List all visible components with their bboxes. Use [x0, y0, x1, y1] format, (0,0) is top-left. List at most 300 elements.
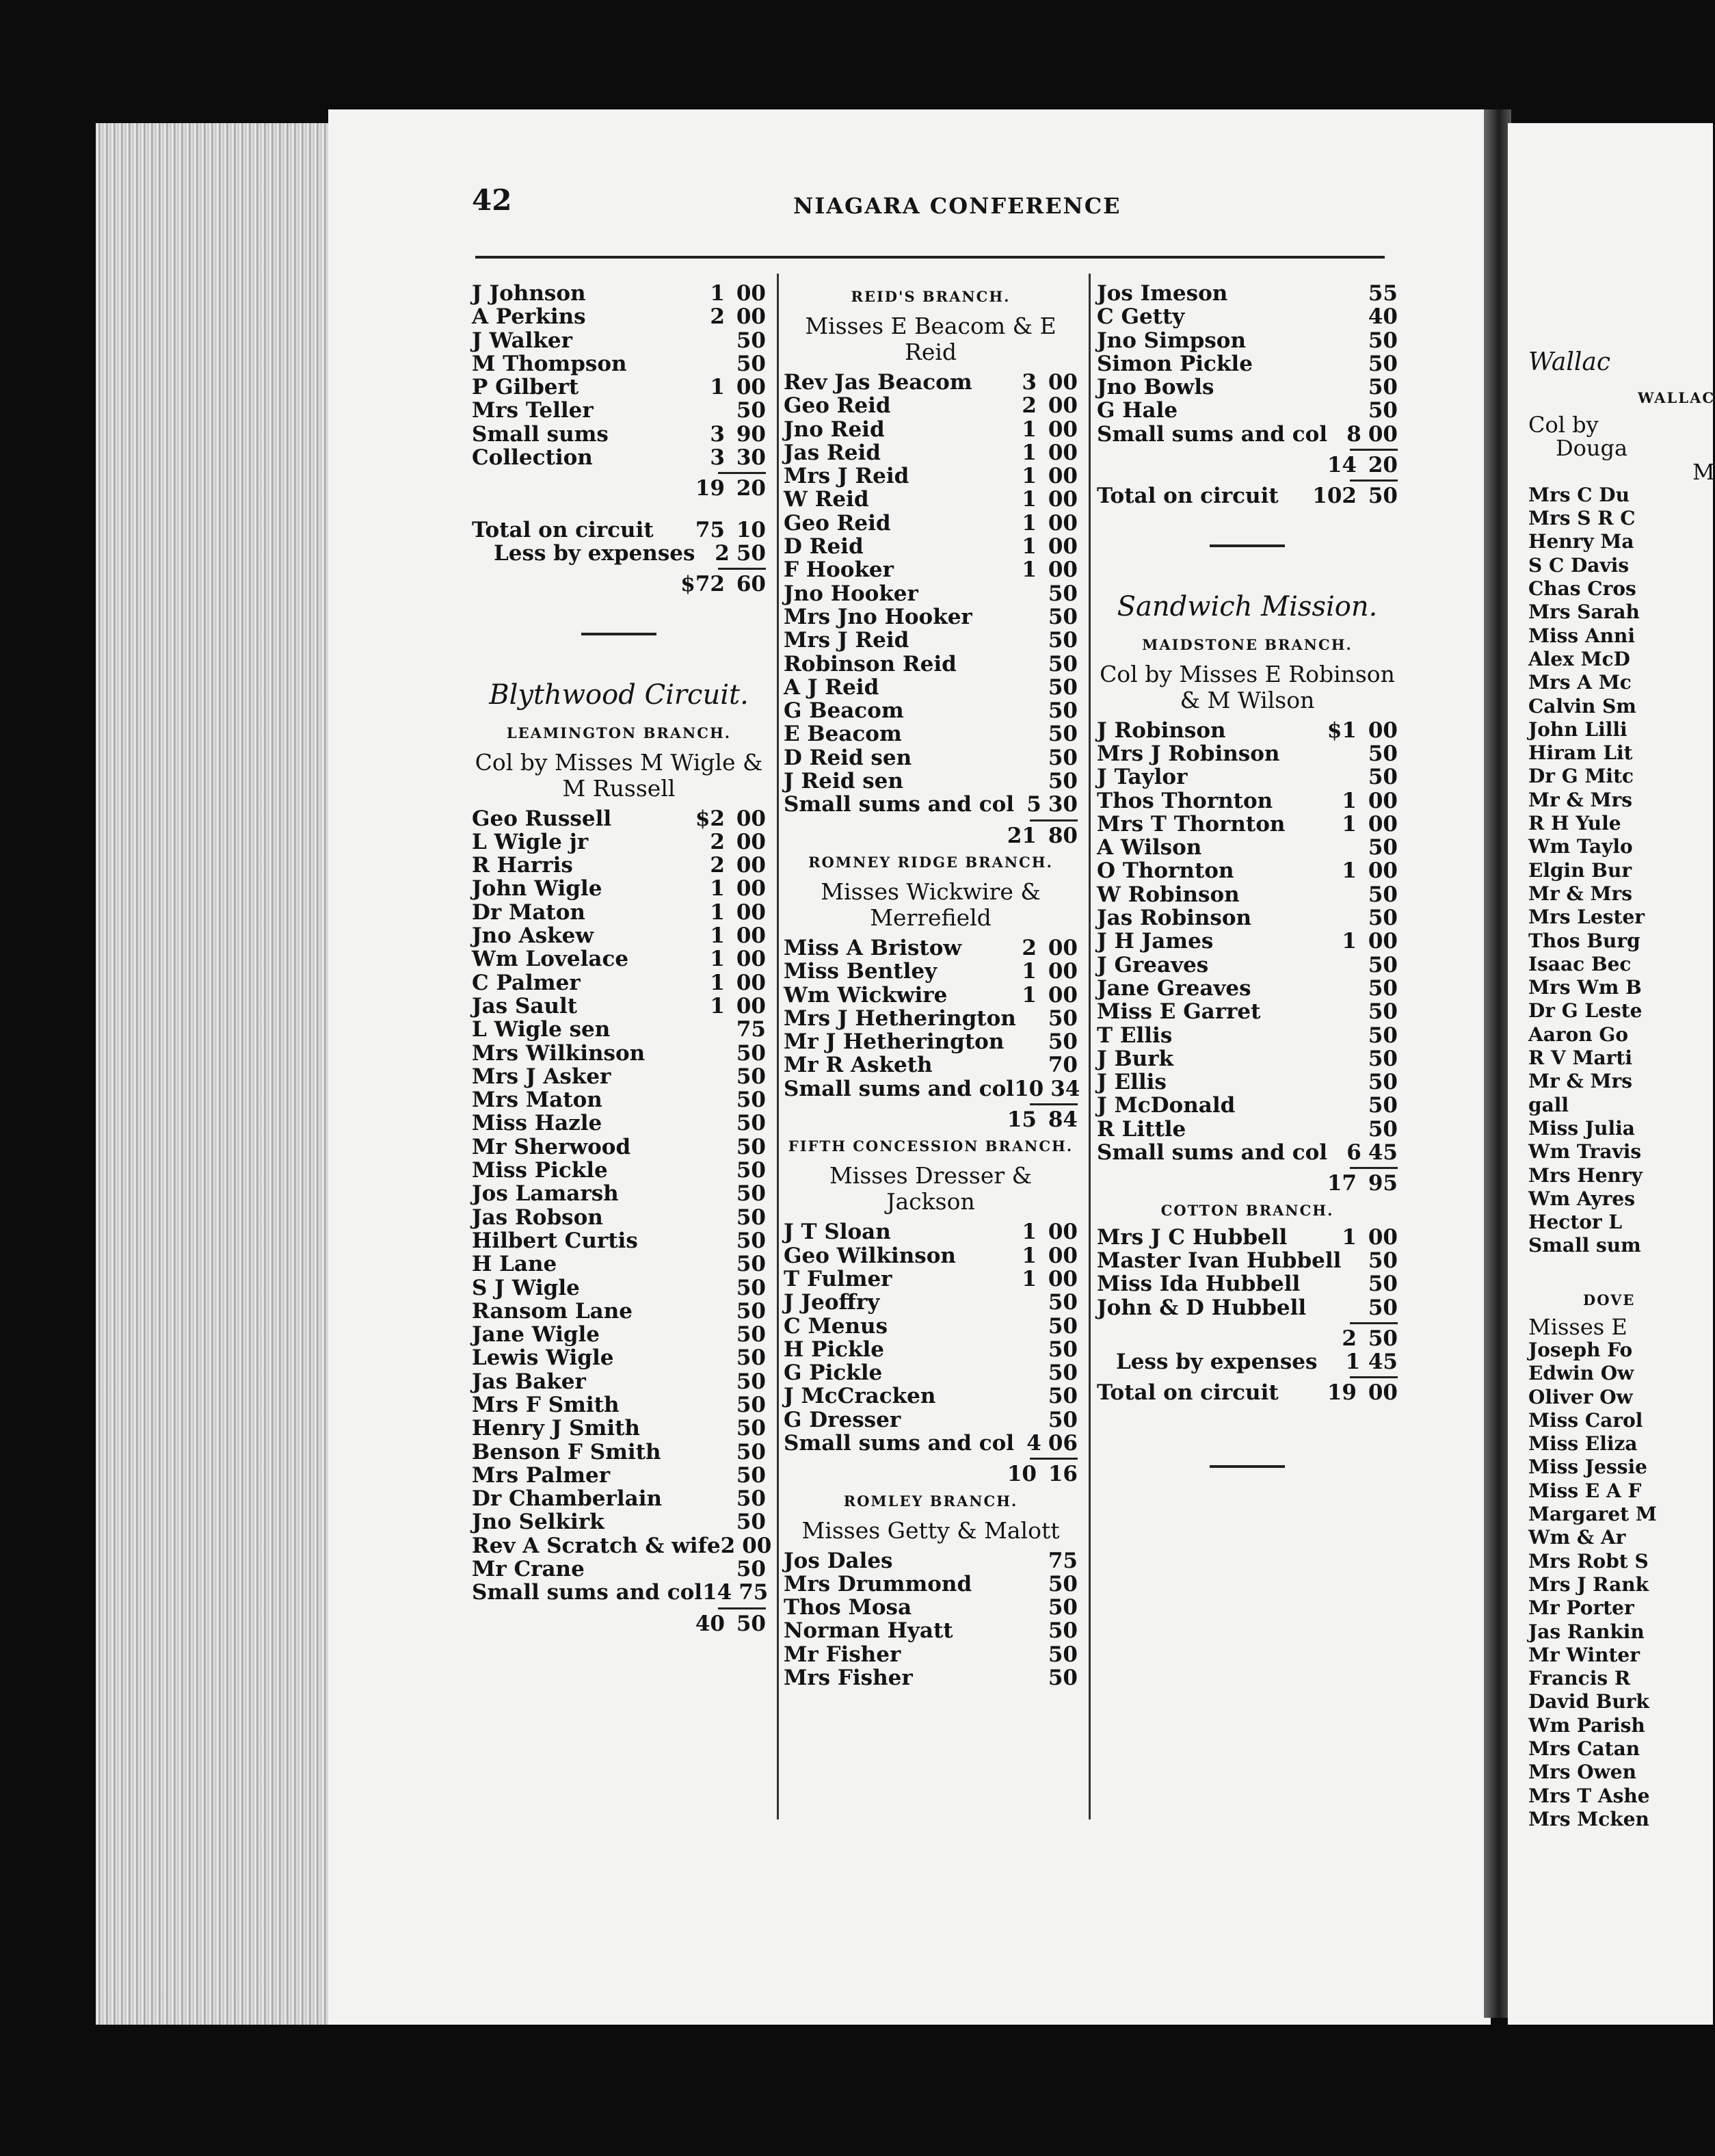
donor-name: C Getty: [1097, 304, 1185, 330]
ledger-row: [784, 558, 1078, 581]
amount-cents: 50: [1048, 769, 1078, 794]
right-ledger-row: Miss Julia: [1528, 1116, 1635, 1140]
column-rule-2: [1089, 274, 1091, 1819]
amount-dollars: [677, 1135, 725, 1159]
donor-name: J Walker: [472, 328, 572, 353]
amount-cents: 50: [1048, 1642, 1078, 1667]
page-edges: [96, 123, 335, 2025]
ledger-row: [472, 305, 766, 328]
amount-cents: 50: [1048, 1666, 1078, 1691]
ledger-row: [472, 1510, 766, 1534]
right-ledger-row: Henry Ma: [1528, 530, 1634, 553]
amount-cents: 00: [736, 304, 766, 330]
amount-dollars: 1: [1022, 1266, 1037, 1291]
amount-cents: 00: [1048, 1220, 1078, 1245]
amount-cents: 50: [1368, 765, 1398, 790]
amount-dollars: [677, 1206, 725, 1229]
amount-cents: 30: [736, 445, 766, 471]
ledger-row: [472, 1276, 766, 1300]
right-ledger-row: Mr & Mrs: [1528, 882, 1633, 905]
donor-name: Small sums: [472, 421, 609, 447]
right-ledger-row: Thos Burg: [1528, 929, 1640, 952]
ledger-row: [1097, 742, 1398, 765]
donor-name: Small sums and col: [472, 1580, 703, 1605]
right-ledger-row: Wm Taylo: [1528, 835, 1633, 858]
donor-name: J Robinson: [1097, 718, 1226, 743]
ledger-row: [472, 1135, 766, 1159]
ledger-row: [1097, 719, 1398, 742]
amount-dollars: [677, 1112, 725, 1135]
amount-dollars: [677, 1042, 725, 1065]
amount-dollars: [677, 1300, 725, 1323]
amount-cents: 55: [1368, 281, 1398, 306]
branch-title: REID'S BRANCH.: [851, 288, 1011, 305]
branch-total: 15 84: [1007, 1107, 1078, 1133]
amount-dollars: [989, 653, 1037, 676]
donor-name: Mr J Hetherington: [784, 1029, 1005, 1055]
ledger-row: [784, 394, 1078, 417]
amount-dollars: [677, 352, 725, 376]
ledger-row: [472, 423, 766, 446]
amount-cents: 00: [736, 375, 766, 400]
ledger-row: [472, 1229, 766, 1252]
amount-cents: 50: [736, 398, 766, 423]
donor-name: Geo Reid: [784, 393, 891, 419]
donor-name: Geo Russell: [472, 806, 612, 831]
donor-name: Miss E Garret: [1097, 999, 1261, 1025]
amount-dollars: 1: [1022, 510, 1037, 536]
right-ledger: [1528, 484, 1713, 1258]
amount-dollars: 1: [1022, 557, 1037, 583]
amount-cents: 50: [736, 1040, 766, 1066]
amount-cents: 75: [736, 1017, 766, 1042]
amount-cents: 50: [1048, 1029, 1078, 1055]
amount-cents: 00: [1048, 510, 1078, 536]
amount-dollars: [989, 1291, 1037, 1314]
amount-cents: 50: [1048, 1337, 1078, 1362]
donor-name: Thos Thornton: [1097, 788, 1273, 813]
amount-dollars: [677, 1065, 725, 1088]
ledger-row: [472, 1206, 766, 1229]
amount-cents: 50: [1368, 952, 1398, 977]
amount-dollars: 6: [1346, 1140, 1361, 1166]
collectors-line: Misses E Beacom & E Reid: [805, 313, 1056, 365]
amount-dollars: [989, 722, 1037, 746]
donor-name: W Reid: [784, 487, 869, 512]
ledger-row: [1097, 1249, 1398, 1272]
amount-cents: 00: [736, 281, 766, 306]
amount-cents: 00: [736, 899, 766, 925]
amount-dollars: [1309, 1118, 1357, 1141]
ledger-row: [784, 1007, 1078, 1030]
ledger-row: [472, 399, 766, 422]
right-ledger-row: Miss Eliza: [1528, 1432, 1638, 1456]
ledger-row: [472, 807, 766, 830]
amount-cents: 50: [1048, 651, 1078, 676]
ledger-row: [784, 1643, 1078, 1666]
amount-cents: 50: [1048, 1571, 1078, 1596]
collectors-line: Col by Misses M Wigle & M Russell: [475, 748, 763, 802]
collectors-line: Misses Wickwire & Merrefield: [821, 878, 1041, 931]
ledger-row: [784, 1053, 1078, 1077]
donor-name: Small sums and col: [1097, 421, 1328, 447]
amount-cents: 50: [1368, 882, 1398, 907]
donor-name: Jas Baker: [472, 1369, 586, 1394]
ledger-top: [472, 282, 766, 469]
right-ledger-row: Mrs T Ashe: [1528, 1784, 1650, 1807]
ledger-row: [784, 984, 1078, 1007]
donor-name: Ransom Lane: [472, 1298, 633, 1324]
running-title: NIAGARA CONFERENCE: [793, 193, 1121, 219]
ledger-row: [1097, 305, 1398, 328]
ledger-row: [1097, 376, 1398, 399]
branch-total: 17 95: [1327, 1171, 1398, 1196]
ledger-row: [1097, 1272, 1398, 1296]
ledger-row: [784, 418, 1078, 441]
donor-name: Miss Hazle: [472, 1111, 602, 1136]
ledger-row: [472, 1088, 766, 1112]
right-ledger-row: R V Marti: [1528, 1047, 1632, 1070]
amount-dollars: [1309, 836, 1357, 859]
donor-name: Mr Sherwood: [472, 1134, 631, 1159]
amount-dollars: $2: [695, 806, 725, 831]
amount-dollars: 1: [1022, 440, 1037, 465]
amount-cents: 00: [1048, 935, 1078, 960]
branch-title: ROMNEY RIDGE BRANCH.: [808, 853, 1053, 871]
book-gutter: [1484, 109, 1511, 2018]
ledger-row: [784, 699, 1078, 722]
donor-name: Mrs Teller: [472, 398, 594, 423]
donor-name: H Pickle: [784, 1337, 885, 1362]
amount-dollars: [677, 1018, 725, 1041]
ledger-row: [1097, 1094, 1398, 1117]
amount-cents: 00: [1368, 811, 1398, 837]
right-ledger-row: Miss Carol: [1528, 1408, 1643, 1432]
ledger-row: [472, 1018, 766, 1041]
amount-cents: 50: [736, 1322, 766, 1348]
amount-cents: 50: [736, 1369, 766, 1394]
donor-name: L Wigle jr: [472, 829, 589, 854]
donor-name: Jos Imeson: [1097, 281, 1228, 306]
ledger-romley: [784, 1549, 1078, 1690]
right-ledger-row: Wm Parish: [1528, 1713, 1645, 1737]
amount-cents: 00: [736, 806, 766, 831]
right-ledger-row: Mr Winter: [1528, 1643, 1640, 1666]
ledger-row: [472, 329, 766, 352]
donor-name: Jno Hooker: [784, 581, 918, 606]
ledger-row: [472, 1323, 766, 1346]
right-ledger-row: Mrs A Mc: [1528, 671, 1632, 694]
amount-cents: 75: [1048, 1548, 1078, 1573]
ledger-fifth: [784, 1220, 1078, 1455]
ledger-row: [784, 1077, 1078, 1101]
amount-dollars: [1309, 742, 1357, 765]
amount-dollars: 14: [702, 1580, 732, 1605]
amount-cents: 50: [1048, 604, 1078, 629]
amount-dollars: [677, 1417, 725, 1440]
donor-name: Mr Fisher: [784, 1642, 901, 1667]
ledger-row: [472, 376, 766, 399]
ledger-row: [784, 770, 1078, 793]
amount-dollars: [677, 1252, 725, 1276]
amount-cents: 00: [736, 876, 766, 902]
ledger-row: [784, 371, 1078, 394]
donor-name: Jas Robinson: [1097, 906, 1252, 931]
amount-cents: 70: [1048, 1053, 1078, 1078]
donor-name: D Reid sen: [784, 745, 912, 770]
amount-dollars: [989, 770, 1037, 793]
amount-cents: 00: [736, 829, 766, 854]
donor-name: Mrs J Hetherington: [784, 1005, 1016, 1031]
amount-dollars: 5: [1026, 792, 1041, 817]
amount-dollars: [677, 1393, 725, 1417]
donor-name: Jno Askew: [472, 923, 594, 949]
ledger-row: [1097, 1226, 1398, 1249]
amount-dollars: [989, 1666, 1037, 1690]
ledger-row: [784, 936, 1078, 960]
ledger-row: [784, 605, 1078, 629]
amount-cents: 50: [1368, 1295, 1398, 1320]
amount-dollars: [677, 1370, 725, 1393]
amount-dollars: [1309, 1296, 1357, 1319]
amount-dollars: [989, 582, 1037, 605]
ledger-row: [784, 1267, 1078, 1291]
branch-title: LEAMINGTON BRANCH.: [506, 724, 732, 741]
amount-dollars: 1: [710, 970, 725, 995]
amount-cents: 50: [1048, 1005, 1078, 1031]
ledger-row: [784, 582, 1078, 605]
donor-name: Mrs Palmer: [472, 1462, 611, 1488]
amount-cents: 50: [1368, 375, 1398, 400]
amount-cents: 00: [1368, 858, 1398, 884]
amount-dollars: 3: [710, 445, 725, 471]
amount-dollars: [1309, 399, 1357, 422]
donor-name: Wm Wickwire: [784, 982, 948, 1008]
ledger-row: [472, 995, 766, 1018]
donor-name: John & D Hubbell: [1097, 1295, 1307, 1320]
amount-cents: 00: [1048, 393, 1078, 419]
amount-dollars: [1341, 1249, 1361, 1272]
ledger-top: [1097, 282, 1398, 446]
amount-cents: 00: [736, 993, 766, 1018]
ledger-row: [1097, 954, 1398, 977]
right-ledger-row: Francis R: [1528, 1667, 1631, 1690]
ledger-row: [784, 676, 1078, 699]
amount-cents: 00: [1368, 1224, 1398, 1250]
final-total-row: 40 50: [695, 1611, 766, 1636]
donor-name: Jas Reid: [784, 440, 881, 465]
amount-cents: 50: [1368, 1116, 1398, 1142]
ledger-row: [1097, 977, 1398, 1000]
ledger-row: [784, 1619, 1078, 1642]
amount-dollars: [677, 399, 725, 422]
amount-cents: 50: [1368, 1248, 1398, 1273]
amount-dollars: [1309, 352, 1357, 376]
right-ledger-row: Small sum: [1528, 1234, 1641, 1257]
amount-cents: 50: [1048, 698, 1078, 724]
right-collectors-2: Misses E: [1528, 1313, 1627, 1340]
amount-dollars: 1: [710, 899, 725, 925]
donor-name: J McCracken: [784, 1384, 936, 1409]
ledger-row: [784, 1244, 1078, 1267]
ledger-row: [784, 793, 1078, 816]
donor-name: Jos Dales: [784, 1548, 893, 1573]
ledger-row: [784, 1361, 1078, 1384]
amount-dollars: 1: [710, 947, 725, 972]
donor-name: R Harris: [472, 853, 573, 878]
ledger-row: [1097, 906, 1398, 930]
ledger-row: [784, 1573, 1078, 1596]
donor-name: Dr Chamberlain: [472, 1486, 663, 1512]
donor-name: Simon Pickle: [1097, 351, 1253, 376]
amount-dollars: [1309, 1070, 1357, 1094]
right-ledger-row: Miss Jessie: [1528, 1456, 1647, 1479]
ledger-row: [784, 535, 1078, 558]
donor-name: Geo Wilkinson: [784, 1243, 956, 1268]
ledger-row: [1097, 399, 1398, 422]
ledger-row: [784, 629, 1078, 652]
amount-dollars: [989, 1643, 1037, 1666]
donor-name: Mrs Drummond: [784, 1571, 972, 1596]
branch-title: COTTON BRANCH.: [1160, 1201, 1334, 1219]
amount-dollars: 3: [710, 421, 725, 447]
amount-cents: 00: [736, 853, 766, 878]
amount-dollars: 2: [710, 829, 725, 854]
amount-dollars: 1: [1022, 487, 1037, 512]
amount-cents: 50: [1368, 999, 1398, 1025]
right-ledger-row: Aaron Go: [1528, 1023, 1628, 1046]
amount-cents: 00: [1048, 1266, 1078, 1291]
ledger-row: [472, 1580, 769, 1605]
amount-cents: 50: [1048, 1384, 1078, 1409]
donor-name: Jane Greaves: [1097, 975, 1251, 1001]
ledger-row: [472, 446, 766, 469]
donor-name: Miss Pickle: [472, 1158, 608, 1183]
amount-cents: 00: [1368, 929, 1398, 954]
amount-dollars: 1: [1342, 858, 1357, 884]
amount-dollars: 1: [1022, 982, 1037, 1008]
donor-name: Small sums and col: [784, 1430, 1015, 1456]
donor-name: Mrs J Reid: [784, 464, 909, 489]
amount-cents: 50: [1368, 1272, 1398, 1297]
donor-name: J H James: [1097, 929, 1214, 954]
ledger-row: [1097, 1118, 1398, 1141]
amount-cents: 50: [1368, 906, 1398, 931]
ledger-row: [472, 1417, 766, 1440]
amount-dollars: [677, 1441, 725, 1464]
amount-cents: 50: [1368, 1023, 1398, 1048]
ledger-row: [1097, 883, 1398, 906]
ledger-row: [472, 1393, 766, 1417]
amount-dollars: 1: [1022, 464, 1037, 489]
right-ledger-row: Mr & Mrs: [1528, 788, 1633, 811]
amount-cents: 00: [1368, 421, 1398, 447]
right-ledger-row: Wm Ayres: [1528, 1187, 1636, 1210]
branch-total: 21 80: [1007, 823, 1078, 848]
amount-dollars: 1: [1022, 959, 1037, 984]
donor-name: Jos Lamarsh: [472, 1181, 619, 1207]
ledger-row: [784, 1666, 1078, 1690]
amount-cents: 50: [736, 1345, 766, 1371]
right-ledger-row: Mrs J Rank: [1528, 1573, 1649, 1596]
amount-dollars: [989, 629, 1037, 652]
amount-dollars: [989, 1338, 1037, 1361]
ledger-row: [784, 1596, 1078, 1619]
right-ledger-row: Calvin Sm: [1528, 694, 1636, 718]
net-total-row: $72 60: [680, 572, 766, 597]
amount-dollars: [989, 1408, 1037, 1432]
right-ledger-row: Mrs Lester: [1528, 906, 1645, 929]
donor-name: A Wilson: [1097, 835, 1202, 860]
ledger-row: [1097, 930, 1398, 953]
right-ledger-row: Wm Travis: [1528, 1140, 1642, 1164]
donor-name: Mr Crane: [472, 1557, 585, 1582]
amount-cents: 50: [736, 1181, 766, 1207]
amount-cents: 50: [736, 1416, 766, 1441]
right-ledger-row: Mrs Robt S: [1528, 1549, 1649, 1573]
amount-dollars: [1309, 1000, 1357, 1023]
donor-name: T Ellis: [1097, 1023, 1173, 1048]
donor-name: Wm Lovelace: [472, 947, 629, 972]
amount-dollars: [1004, 1030, 1041, 1053]
donor-name: Miss Ida Hubbell: [1097, 1272, 1301, 1297]
amount-dollars: [989, 1053, 1037, 1077]
amount-dollars: 1: [710, 876, 725, 902]
donor-name: Miss Bentley: [784, 959, 938, 984]
amount-dollars: [1309, 1024, 1357, 1047]
amount-cents: 50: [1048, 674, 1078, 700]
amount-dollars: 1: [710, 375, 725, 400]
amount-dollars: 2: [710, 304, 725, 330]
amount-dollars: 1: [1342, 1224, 1357, 1250]
amount-cents: 50: [736, 1111, 766, 1136]
amount-cents: 50: [736, 1158, 766, 1183]
ledger-row: [784, 1384, 1078, 1408]
ledger-row: [784, 1030, 1078, 1053]
amount-cents: 00: [1048, 557, 1078, 583]
donor-name: John Wigle: [472, 876, 602, 902]
amount-dollars: [677, 1276, 725, 1300]
donor-name: Rev A Scratch & wife: [472, 1533, 721, 1558]
amount-dollars: 2: [1022, 393, 1037, 419]
total-on-circuit: Total on circuit 75 10: [472, 517, 766, 542]
column-3: [1097, 282, 1398, 1528]
donor-name: W Robinson: [1097, 882, 1240, 907]
right-collectors: Col by: [1528, 412, 1599, 438]
collectors-line: Misses Dresser & Jackson: [829, 1162, 1032, 1215]
ledger-row: [472, 1370, 766, 1393]
right-ledger-row: Margaret M: [1528, 1503, 1657, 1526]
ledger-reids: [784, 371, 1078, 817]
donor-name: G Dresser: [784, 1407, 901, 1432]
amount-dollars: 1: [1342, 929, 1357, 954]
amount-dollars: 2: [710, 853, 725, 878]
ledger-row: [1097, 1024, 1398, 1047]
donor-name: F Hooker: [784, 557, 894, 583]
amount-dollars: [1309, 906, 1357, 930]
amount-dollars: [677, 1182, 725, 1205]
donor-name: C Palmer: [472, 970, 581, 995]
right-ledger-row: Jas Rankin: [1528, 1620, 1645, 1643]
donor-name: J Reid sen: [784, 769, 903, 794]
donor-name: M Thompson: [472, 351, 627, 376]
right-ledger-row: Edwin Ow: [1528, 1362, 1634, 1385]
right-ledger-row: Isaac Bec: [1528, 952, 1632, 975]
amount-cents: 50: [1368, 975, 1398, 1001]
amount-cents: 50: [1368, 1070, 1398, 1095]
ledger-row: [472, 1252, 766, 1276]
donor-name: Mrs J C Hubbell: [1097, 1224, 1288, 1250]
